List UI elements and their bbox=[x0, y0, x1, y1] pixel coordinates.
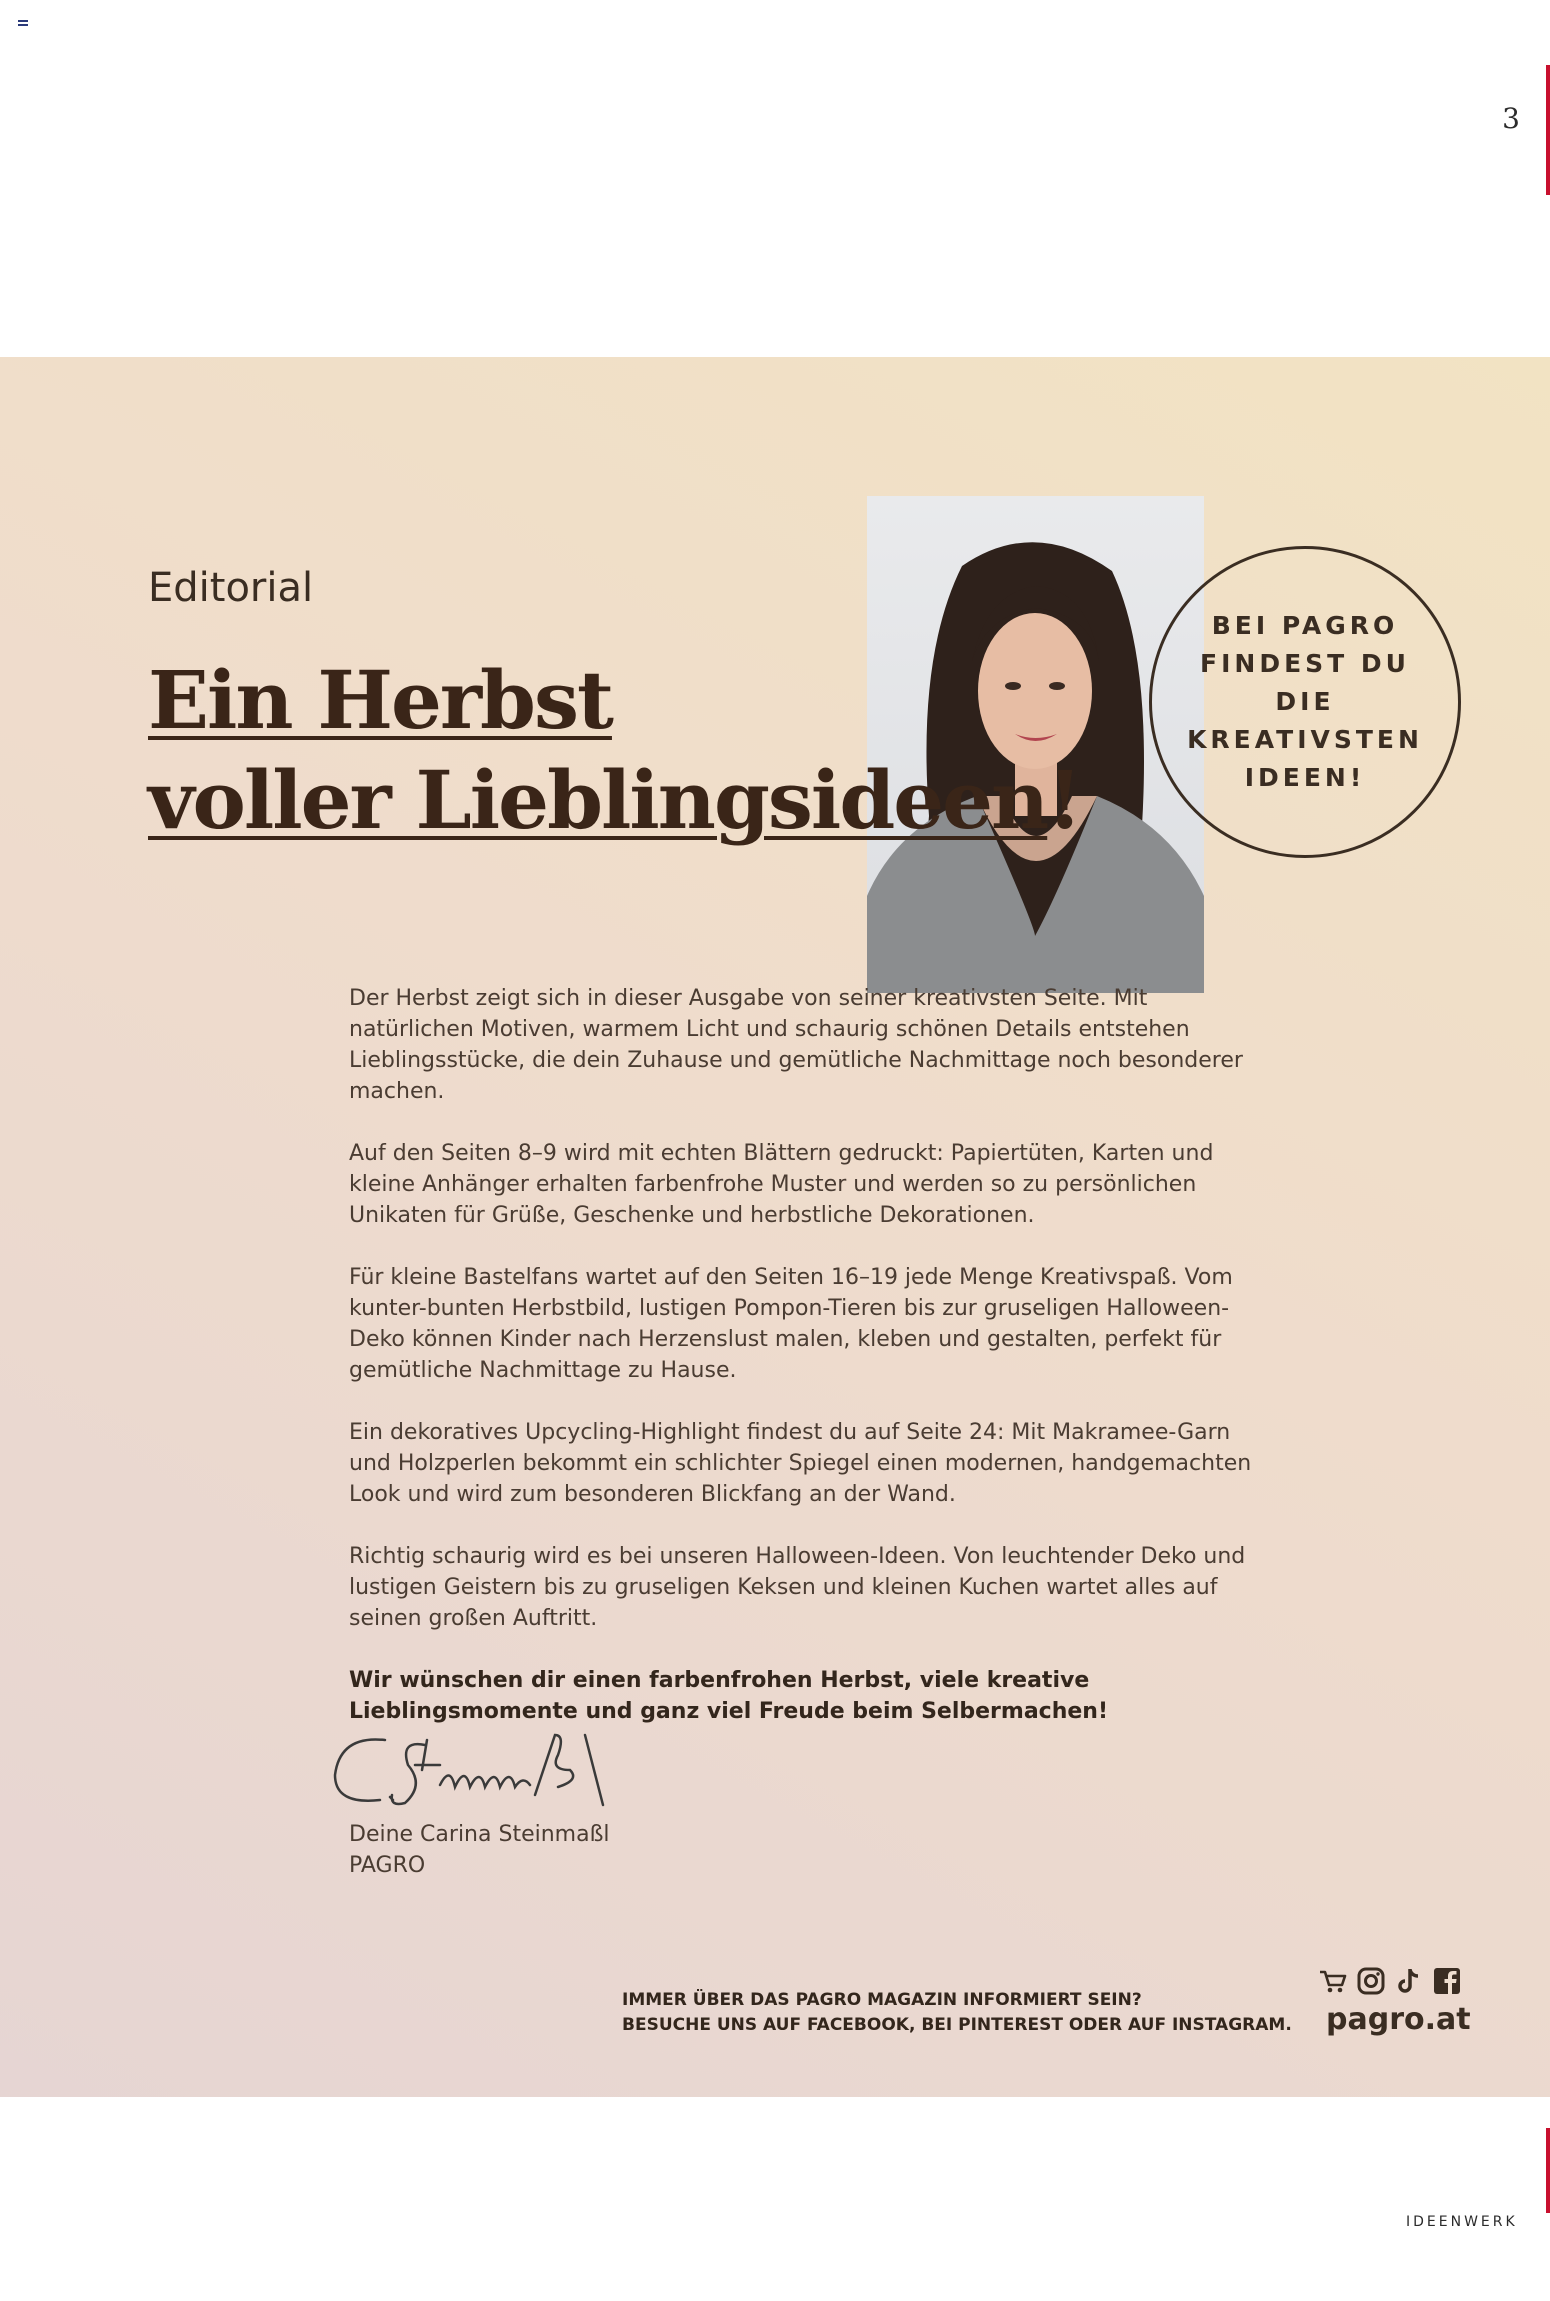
footer-info-line: BESUCHE UNS AUF FACEBOOK, BEI PINTEREST ODER AUF INSTAGRAM. bbox=[622, 2015, 1292, 2035]
tiktok-icon[interactable] bbox=[1394, 1966, 1424, 1996]
page-number: 3 bbox=[1502, 102, 1520, 135]
body-paragraph: Auf den Seiten 8–9 wird mit echten Blättern gedruckt: Papiertüten, Karten und kleine Anhänger erhalten farbenfrohe Muster und werden so zu persönlichen Unikaten für Grüße, Geschenke und herbstliche Dekorationen. bbox=[349, 1141, 1214, 1228]
website-link[interactable]: pagro.at bbox=[1326, 2002, 1471, 2037]
body-paragraph: Der Herbst zeigt sich in dieser Ausgabe von seiner kreativsten Seite. Mit natürlichen Motiven, warmem Licht und schaurig schönen Details entstehen Lieblingsstücke, die dein Zuhause und gemütliche Nachmittage noch besonderer machen. bbox=[349, 986, 1243, 1104]
closing-paragraph: Wir wünschen dir einen farbenfrohen Herbst, viele kreative Lieblingsmomente und ganz viel Freude beim Selbermachen! bbox=[349, 1668, 1108, 1724]
handwritten-signature bbox=[330, 1725, 660, 1820]
body-paragraph: Für kleine Bastelfans wartet auf den Seiten 16–19 jede Menge Kreativspaß. Vom kunter-bunten Herbstbild, lustigen Pompon-Tieren bis zur gruseligen Halloween-Deko können Kinder nach Herzenslust malen, kleben und gestalten, perfekt für gemütliche Nachmittage zu Hause. bbox=[349, 1265, 1233, 1383]
instagram-icon[interactable] bbox=[1356, 1966, 1386, 1996]
headline-line: voller Lieblingsideen bbox=[148, 753, 1048, 847]
badge-text: BEI PAGRO FINDEST DU DIE KREATIVSTEN IDEEN! bbox=[1187, 611, 1423, 792]
edge-marker-top bbox=[1546, 65, 1550, 195]
footer-info bbox=[622, 1988, 1292, 2038]
footer-info-line: IMMER ÜBER DAS PAGRO MAGAZIN INFORMIERT SEIN? bbox=[622, 1990, 1142, 2010]
footer-label: IDEENWERK bbox=[1406, 2214, 1518, 2230]
section-kicker: Editorial bbox=[148, 565, 314, 611]
page-title bbox=[148, 650, 1080, 850]
menu-icon[interactable] bbox=[18, 20, 28, 28]
signoff-company: PAGRO bbox=[349, 1853, 426, 1878]
signoff-name: Deine Carina Steinmaßl bbox=[349, 1822, 610, 1847]
facebook-icon[interactable] bbox=[1432, 1966, 1462, 1996]
social-icons bbox=[1318, 1966, 1462, 1996]
headline-line: Ein Herbst bbox=[148, 653, 612, 747]
body-paragraph: Ein dekoratives Upcycling-Highlight findest du auf Seite 24: Mit Makramee-Garn und Holzperlen bekommt ein schlichter Spiegel einen modernen, handgemachten Look und wird zum besonderen Blickfang an der Wand. bbox=[349, 1420, 1252, 1507]
promo-badge bbox=[1149, 546, 1461, 858]
editorial-body bbox=[349, 983, 1274, 1758]
cart-icon[interactable] bbox=[1318, 1966, 1348, 1996]
headline-exclamation: ! bbox=[1047, 753, 1081, 847]
edge-marker-bottom bbox=[1546, 2128, 1550, 2213]
body-paragraph: Richtig schaurig wird es bei unseren Halloween-Ideen. Von leuchtender Deko und lustigen Geistern bis zu gruseligen Keksen und kleinen Kuchen wartet alles auf seinen großen Auftritt. bbox=[349, 1544, 1246, 1631]
